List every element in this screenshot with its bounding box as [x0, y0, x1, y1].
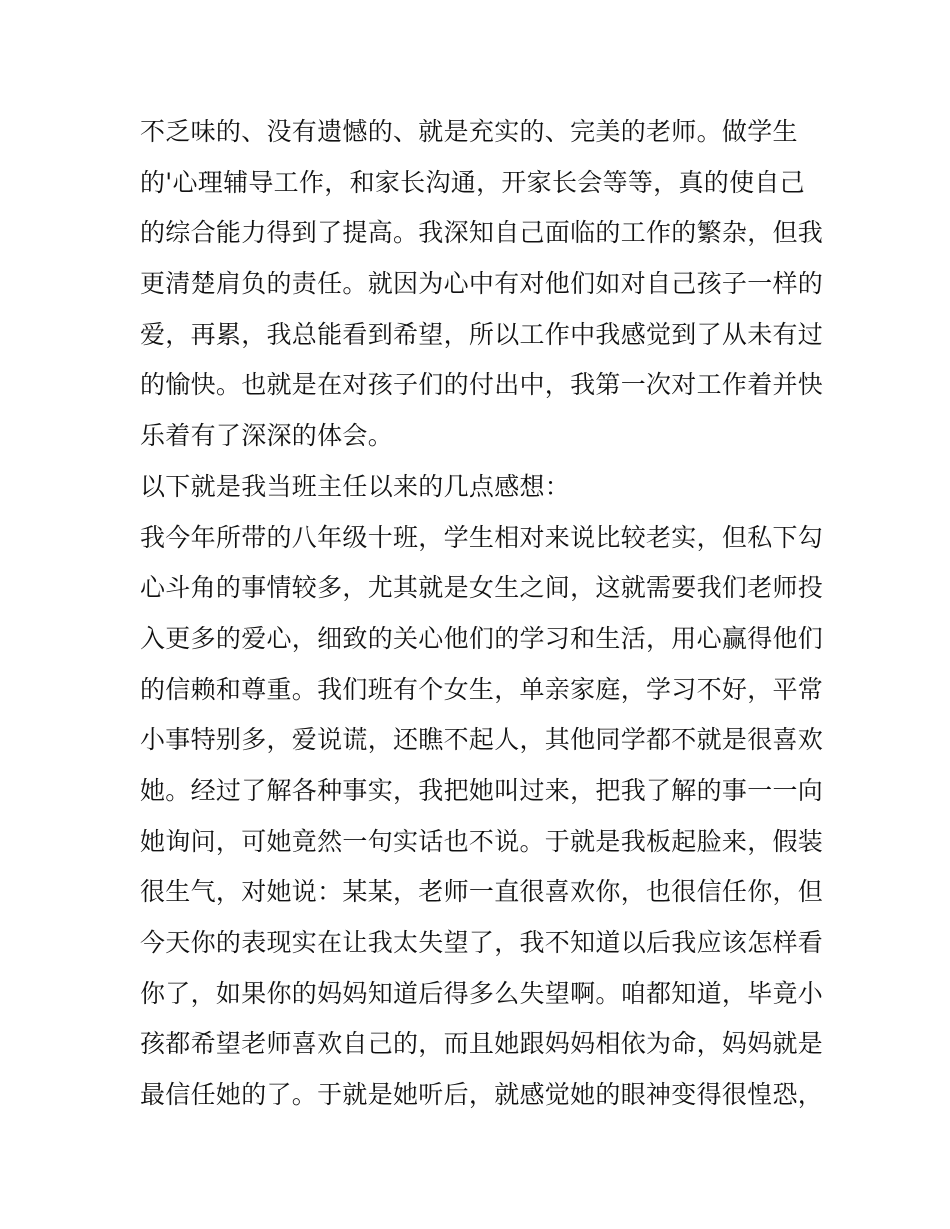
text-line: 很生气，对她说：某某，老师一直很喜欢你，也很信任你，但: [140, 877, 824, 907]
text-line: 的愉快。也就是在对孩子们的付出中，我第一次对工作着并快: [140, 370, 824, 400]
text-line: 她。经过了解各种事实，我把她叫过来，把我了解的事一一向: [140, 775, 824, 805]
text-line: 的信赖和尊重。我们班有个女生，单亲家庭，学习不好，平常: [140, 674, 824, 704]
text-line: 爱，再累，我总能看到希望，所以工作中我感觉到了从未有过: [140, 319, 824, 349]
text-line: 的综合能力得到了提高。我深知自己面临的工作的繁杂，但我: [140, 218, 824, 248]
text-line: 我今年所带的八年级十班，学生相对来说比较老实，但私下勾: [140, 522, 824, 552]
text-line: 小事特别多，爱说谎，还瞧不起人，其他同学都不就是很喜欢: [140, 725, 824, 755]
body-text: [140, 107, 824, 1121]
text-line: 今天你的表现实在让我太失望了，我不知道以后我应该怎样看: [140, 928, 824, 957]
text-line: 以下就是我当班主任以来的几点感想：: [140, 471, 571, 501]
text-line: 乐着有了深深的体会。: [140, 421, 394, 451]
text-line: 孩都希望老师喜欢自己的，而且她跟妈妈相依为命，妈妈就是: [140, 1029, 824, 1059]
text-line: 更清楚肩负的责任。就因为心中有对他们如对自己孩子一样的: [140, 269, 824, 299]
text-line: 最信任她的了。于就是她听后，就感觉她的眼神变得很惶恐，: [140, 1080, 824, 1110]
text-line: 不乏味的、没有遗憾的、就是充实的、完美的老师。做学生: [140, 117, 798, 146]
text-line: 你了，如果你的妈妈知道后得多么失望啊。咱都知道，毕竟小: [140, 978, 824, 1008]
text-line: 的'心理辅导工作，和家长沟通，开家长会等等，真的使自己: [140, 167, 805, 197]
text-line: 她询问，可她竟然一句实话也不说。于就是我板起脸来，假装: [140, 826, 824, 856]
text-line: 心斗角的事情较多，尤其就是女生之间，这就需要我们老师投: [140, 573, 824, 603]
text-line: 入更多的爱心，细致的关心他们的学习和生活，用心赢得他们: [140, 623, 824, 653]
